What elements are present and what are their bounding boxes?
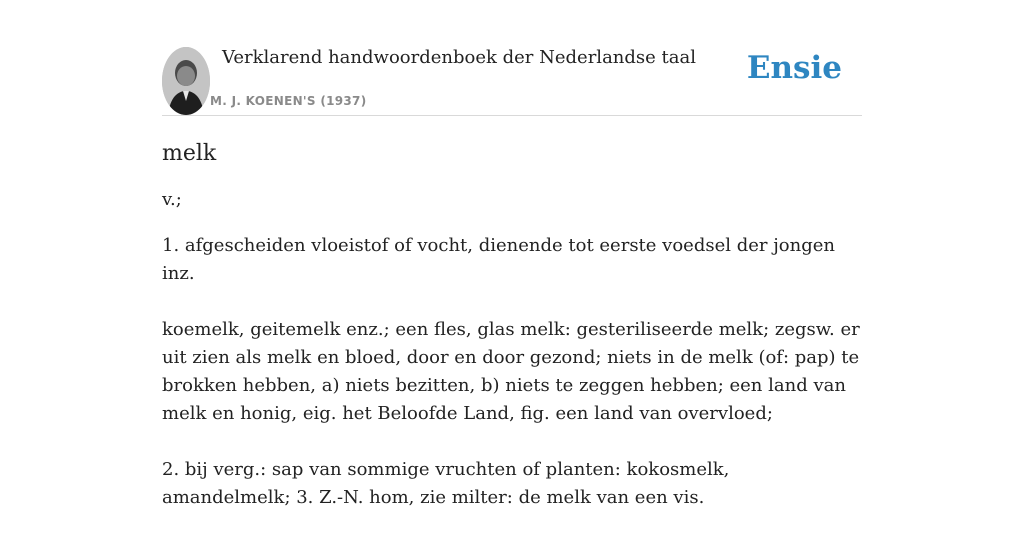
definition-paragraph: 1. afgescheiden vloeistof of vocht, dienende tot eerste voedsel der jongen inz.: [162, 235, 835, 284]
dictionary-entry: [162, 138, 862, 540]
brand-logo-link[interactable]: Ensie: [746, 50, 842, 86]
definition-paragraph: koemelk, geitemelk enz.; een fles, glas melk: gesteriliseerde melk; zegsw. er uit zien als melk en bloed, door en door gezond; niets in de melk (of: pap) te brokken hebben, a) niets bezitten, b) niets te zeggen hebben; een land van melk en honig, eig. het Beloofde Land, fig. een land van overvloed;: [162, 319, 860, 424]
definition-paragraph: 2. bij verg.: sap van sommige vruchten of planten: kokosmelk, amandelmelk; 3. Z.-N. hom, zie milter: de melk van een vis.: [162, 459, 730, 508]
author-portrait: [162, 47, 210, 115]
grammar-note: v.;: [162, 189, 182, 210]
book-title: Verklarend handwoordenboek der Nederlandse taal: [222, 47, 696, 68]
author-label: M. J. KOENEN'S (1937): [210, 94, 367, 108]
site-header: [162, 46, 862, 116]
portrait-image: [162, 47, 210, 115]
headword: melk: [162, 141, 217, 166]
